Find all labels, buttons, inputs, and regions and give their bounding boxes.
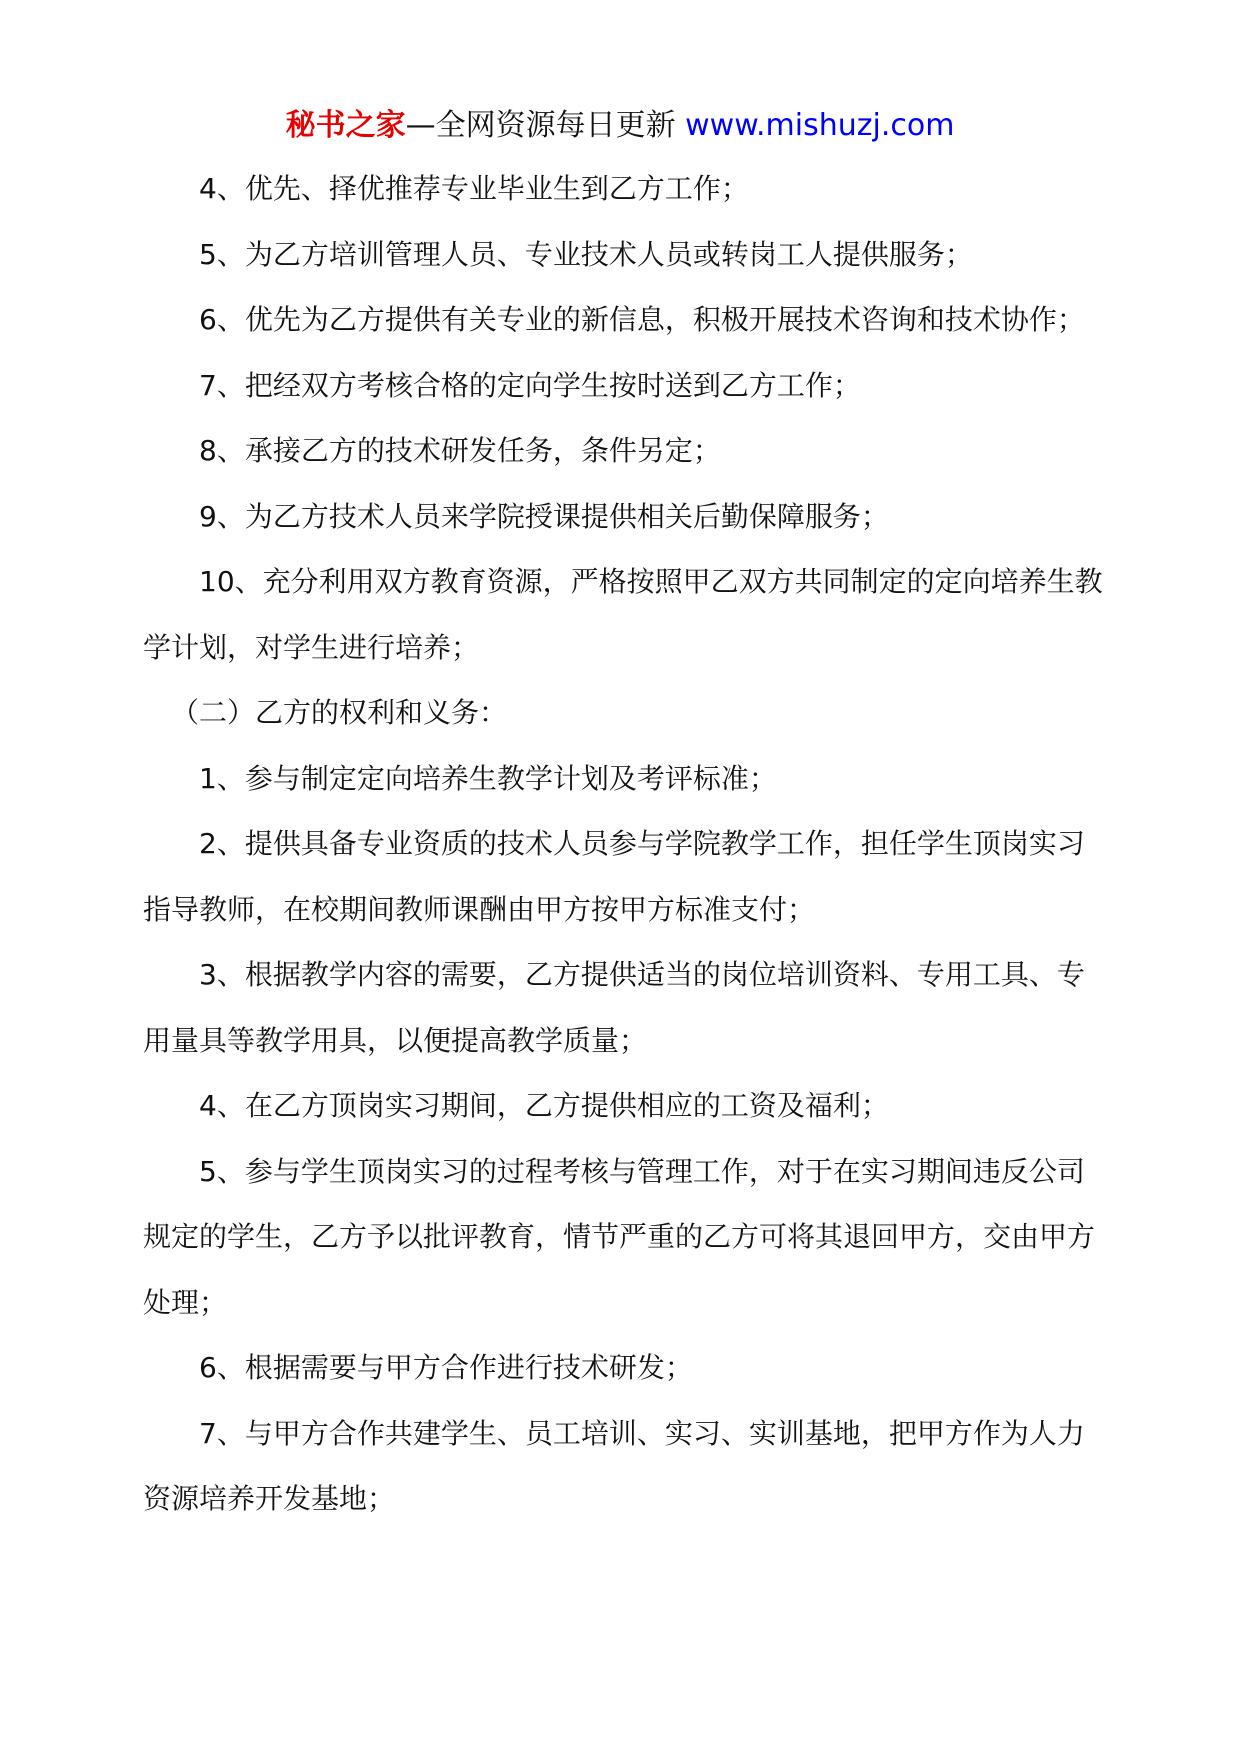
paragraph-party-a-item-6: 6、优先为乙方提供有关专业的新信息，积极开展技术咨询和技术协作； <box>199 303 1085 336</box>
paragraph-party-a-item-4: 4、优先、择优推荐专业毕业生到乙方工作； <box>199 172 749 205</box>
paragraph-party-b-item-2: 2、提供具备专业资质的技术人员参与学院教学工作，担任学生顶岗实习指导教师，在校期间教师课酬由甲方按甲方标准支付； <box>143 827 1085 926</box>
paragraph-party-b-item-5: 5、参与学生顶岗实习的过程考核与管理工作，对于在实习期间违反公司规定的学生，乙方予以批评教育，情节严重的乙方可将其退回甲方，交由甲方处理； <box>143 1154 1096 1319</box>
header-tagline: —全网资源每日更新 <box>405 108 686 143</box>
header-brand: 秘书之家 <box>285 108 406 143</box>
paragraph-party-a-item-7: 7、把经双方考核合格的定向学生按时送到乙方工作； <box>199 368 861 402</box>
document-body <box>143 156 1103 1532</box>
paragraph-party-b-item-7: 7、与甲方合作共建学生、员工培训、实习、实训基地，把甲方作为人力资源培养开发基地； <box>143 1416 1085 1515</box>
page-header <box>0 96 1240 156</box>
header-url-link[interactable]: www.mishuzj.com <box>685 108 955 143</box>
paragraph-party-a-item-8: 8、承接乙方的技术研发任务，条件另定； <box>199 434 721 467</box>
paragraph-party-b-item-4: 4、在乙方顶岗实习期间，乙方提供相应的工资及福利； <box>199 1089 889 1122</box>
paragraph-party-a-item-9: 9、为乙方技术人员来学院授课提供相关后勤保障服务； <box>199 499 889 533</box>
paragraph-party-a-item-10: 10、充分利用双方教育资源，严格按照甲乙双方共同制定的定向培养生教学计划，对学生进行培养； <box>143 565 1103 664</box>
paragraph-party-b-item-6: 6、根据需要与甲方合作进行技术研发； <box>199 1351 693 1384</box>
paragraph-party-a-item-5: 5、为乙方培训管理人员、专业技术人员或转岗工人提供服务； <box>199 237 973 271</box>
paragraph-party-b-item-1: 1、参与制定定向培养生教学计划及考评标准； <box>199 761 777 795</box>
paragraph-party-b-item-3: 3、根据教学内容的需要，乙方提供适当的岗位培训资料、专用工具、专用量具等教学用具，以便提高教学质量； <box>143 958 1085 1057</box>
section-heading-party-b: （二）乙方的权利和义务： <box>171 696 508 729</box>
